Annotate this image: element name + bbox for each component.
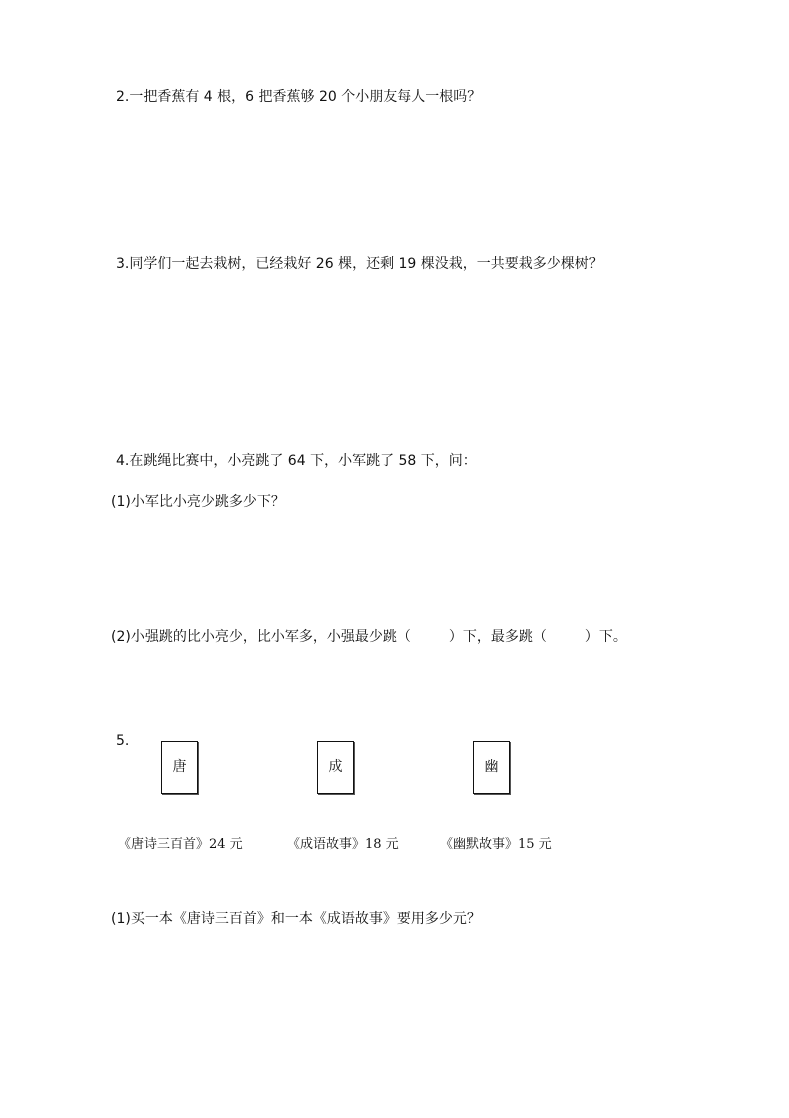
question-4-part-2-before: (2)小强跳的比小亮少，比小军多，小强最少跳（	[111, 629, 411, 645]
question-3: 3.同学们一起去栽树，已经栽好 26 棵，还剩 19 棵没栽，一共要栽多少棵树？	[116, 256, 603, 272]
question-4-part-2-middle: ）下，最多跳（	[448, 629, 547, 645]
book-price-tang-poems: 《唐诗三百首》24 元	[118, 837, 243, 852]
question-2: 2.一把香蕉有 4 根，6 把香蕉够 20 个小朋友每人一根吗？	[116, 89, 482, 105]
question-4-part-1: (1)小军比小亮少跳多少下？	[111, 494, 285, 510]
question-4-part-2	[111, 628, 627, 646]
question-5-number: 5.	[116, 733, 130, 749]
question-4-part-2-after: ）下。	[584, 629, 627, 645]
book-cover-tang-poems: 唐	[161, 741, 198, 794]
question-4: 4.在跳绳比赛中，小亮跳了 64 下，小军跳了 58 下，问：	[116, 453, 477, 469]
book-cover-humor-stories: 幽	[473, 741, 510, 794]
book-price-humor-stories: 《幽默故事》15 元	[440, 837, 552, 852]
book-price-idiom-stories: 《成语故事》18 元	[287, 837, 399, 852]
book-cover-idiom-stories: 成	[317, 741, 354, 794]
question-5-part-1: (1)买一本《唐诗三百首》和一本《成语故事》要用多少元？	[111, 911, 481, 927]
